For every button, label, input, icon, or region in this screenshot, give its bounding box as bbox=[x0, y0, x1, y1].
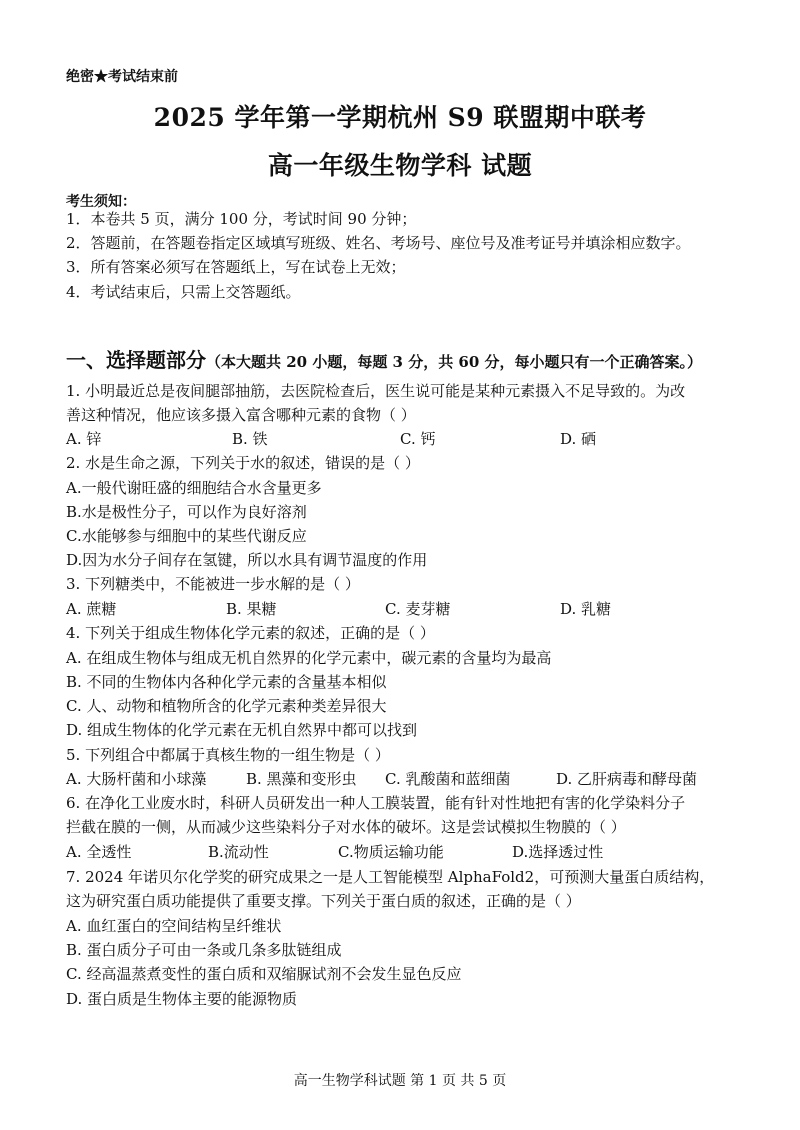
option: A. 大肠杆菌和小球藻 bbox=[66, 770, 207, 788]
question-stem: 3. 下列糖类中，不能被进一步水解的是（ ） bbox=[66, 575, 360, 593]
option: B.水是极性分子，可以作为良好溶剂 bbox=[66, 503, 307, 521]
question-stem: 2. 水是生命之源，下列关于水的叙述，错误的是（ ） bbox=[66, 454, 420, 472]
option: A. 锌 bbox=[66, 430, 102, 448]
section-note: （本大题共 20 小题，每题 3 分，共 60 分，每小题只有一个正确答案。） bbox=[206, 353, 703, 371]
option: C. 麦芽糖 bbox=[385, 600, 451, 618]
question-stem: 这为研究蛋白质功能提供了重要支撑。下列关于蛋白质的叙述，正确的是（ ） bbox=[66, 892, 581, 910]
option: A. 蔗糖 bbox=[66, 600, 117, 618]
option: C. 钙 bbox=[400, 430, 436, 448]
notice-item: 2．答题前，在答题卷指定区域填写班级、姓名、考场号、座位号及准考证号并填涂相应数字。 bbox=[66, 234, 691, 252]
option: D.选择透过性 bbox=[512, 843, 604, 861]
secret-mark: 绝密★考试结束前 bbox=[66, 69, 178, 85]
option: D. 蛋白质是生物体主要的能源物质 bbox=[66, 990, 298, 1008]
option: D. 乳糖 bbox=[560, 600, 612, 618]
option: C. 乳酸菌和蓝细菌 bbox=[385, 770, 511, 788]
question-stem: 5. 下列组合中都属于真核生物的一组生物是（ ） bbox=[66, 746, 390, 764]
option: A. 在组成生物体与组成无机自然界的化学元素中，碳元素的含量均为最高 bbox=[66, 649, 552, 667]
option: D. 乙肝病毒和酵母菌 bbox=[556, 770, 698, 788]
option: C. 人、动物和植物所含的化学元素种类差异很大 bbox=[66, 697, 387, 715]
option: A. 全透性 bbox=[66, 843, 132, 861]
option: A. 血红蛋白的空间结构呈纤维状 bbox=[66, 917, 282, 935]
option: A.一般代谢旺盛的细胞结合水含量更多 bbox=[66, 479, 322, 497]
exam-title: 2025 学年第一学期杭州 S9 联盟期中联考 bbox=[153, 103, 647, 132]
question-stem: 1. 小明最近总是夜间腿部抽筋，去医院检查后，医生说可能是某种元素摄入不足导致的。为改 bbox=[66, 382, 686, 400]
notice-item: 4．考试结束后，只需上交答题纸。 bbox=[66, 283, 301, 301]
option: D. 硒 bbox=[560, 430, 597, 448]
question-stem: 拦截在膜的一侧，从而减少这些染料分子对水体的破坏。这是尝试模拟生物膜的（ ） bbox=[66, 818, 626, 836]
notice-item: 3．所有答案必须写在答题纸上，写在试卷上无效； bbox=[66, 258, 406, 276]
notice-heading: 考生须知： bbox=[66, 194, 136, 210]
question-stem: 7. 2024 年诺贝尔化学奖的研究成果之一是人工智能模型 AlphaFold2，可预测大量蛋白质结构， bbox=[66, 868, 715, 886]
option: B.流动性 bbox=[208, 843, 269, 861]
option: C.物质运输功能 bbox=[338, 843, 444, 861]
option: B. 蛋白质分子可由一条或几条多肽链组成 bbox=[66, 941, 342, 959]
option: B. 铁 bbox=[232, 430, 268, 448]
option: D.因为水分子间存在氢键，所以水具有调节温度的作用 bbox=[66, 551, 428, 569]
option: C. 经高温蒸煮变性的蛋白质和双缩脲试剂不会发生显色反应 bbox=[66, 965, 462, 983]
option: D. 组成生物体的化学元素在无机自然界中都可以找到 bbox=[66, 721, 418, 739]
option: B. 果糖 bbox=[226, 600, 277, 618]
option: B. 黑藻和变形虫 bbox=[246, 770, 357, 788]
exam-subtitle: 高一年级生物学科 试题 bbox=[267, 151, 533, 180]
section-title: 一、选择题部分 bbox=[66, 348, 206, 372]
question-stem: 4. 下列关于组成生物体化学元素的叙述，正确的是（ ） bbox=[66, 624, 435, 642]
section-heading bbox=[66, 344, 702, 373]
option: C.水能够参与细胞中的某些代谢反应 bbox=[66, 527, 307, 545]
question-stem: 6. 在净化工业废水时，科研人员研发出一种人工膜装置，能有针对性地把有害的化学染料分子 bbox=[66, 794, 686, 812]
question-stem: 善这种情况，他应该多摄入富含哪种元素的食物（ ） bbox=[66, 406, 416, 424]
page-footer: 高一生物学科试题 第 1 页 共 5 页 bbox=[293, 1073, 507, 1089]
notice-item: 1．本卷共 5 页，满分 100 分，考试时间 90 分钟； bbox=[66, 210, 417, 228]
option: B. 不同的生物体内各种化学元素的含量基本相似 bbox=[66, 673, 387, 691]
